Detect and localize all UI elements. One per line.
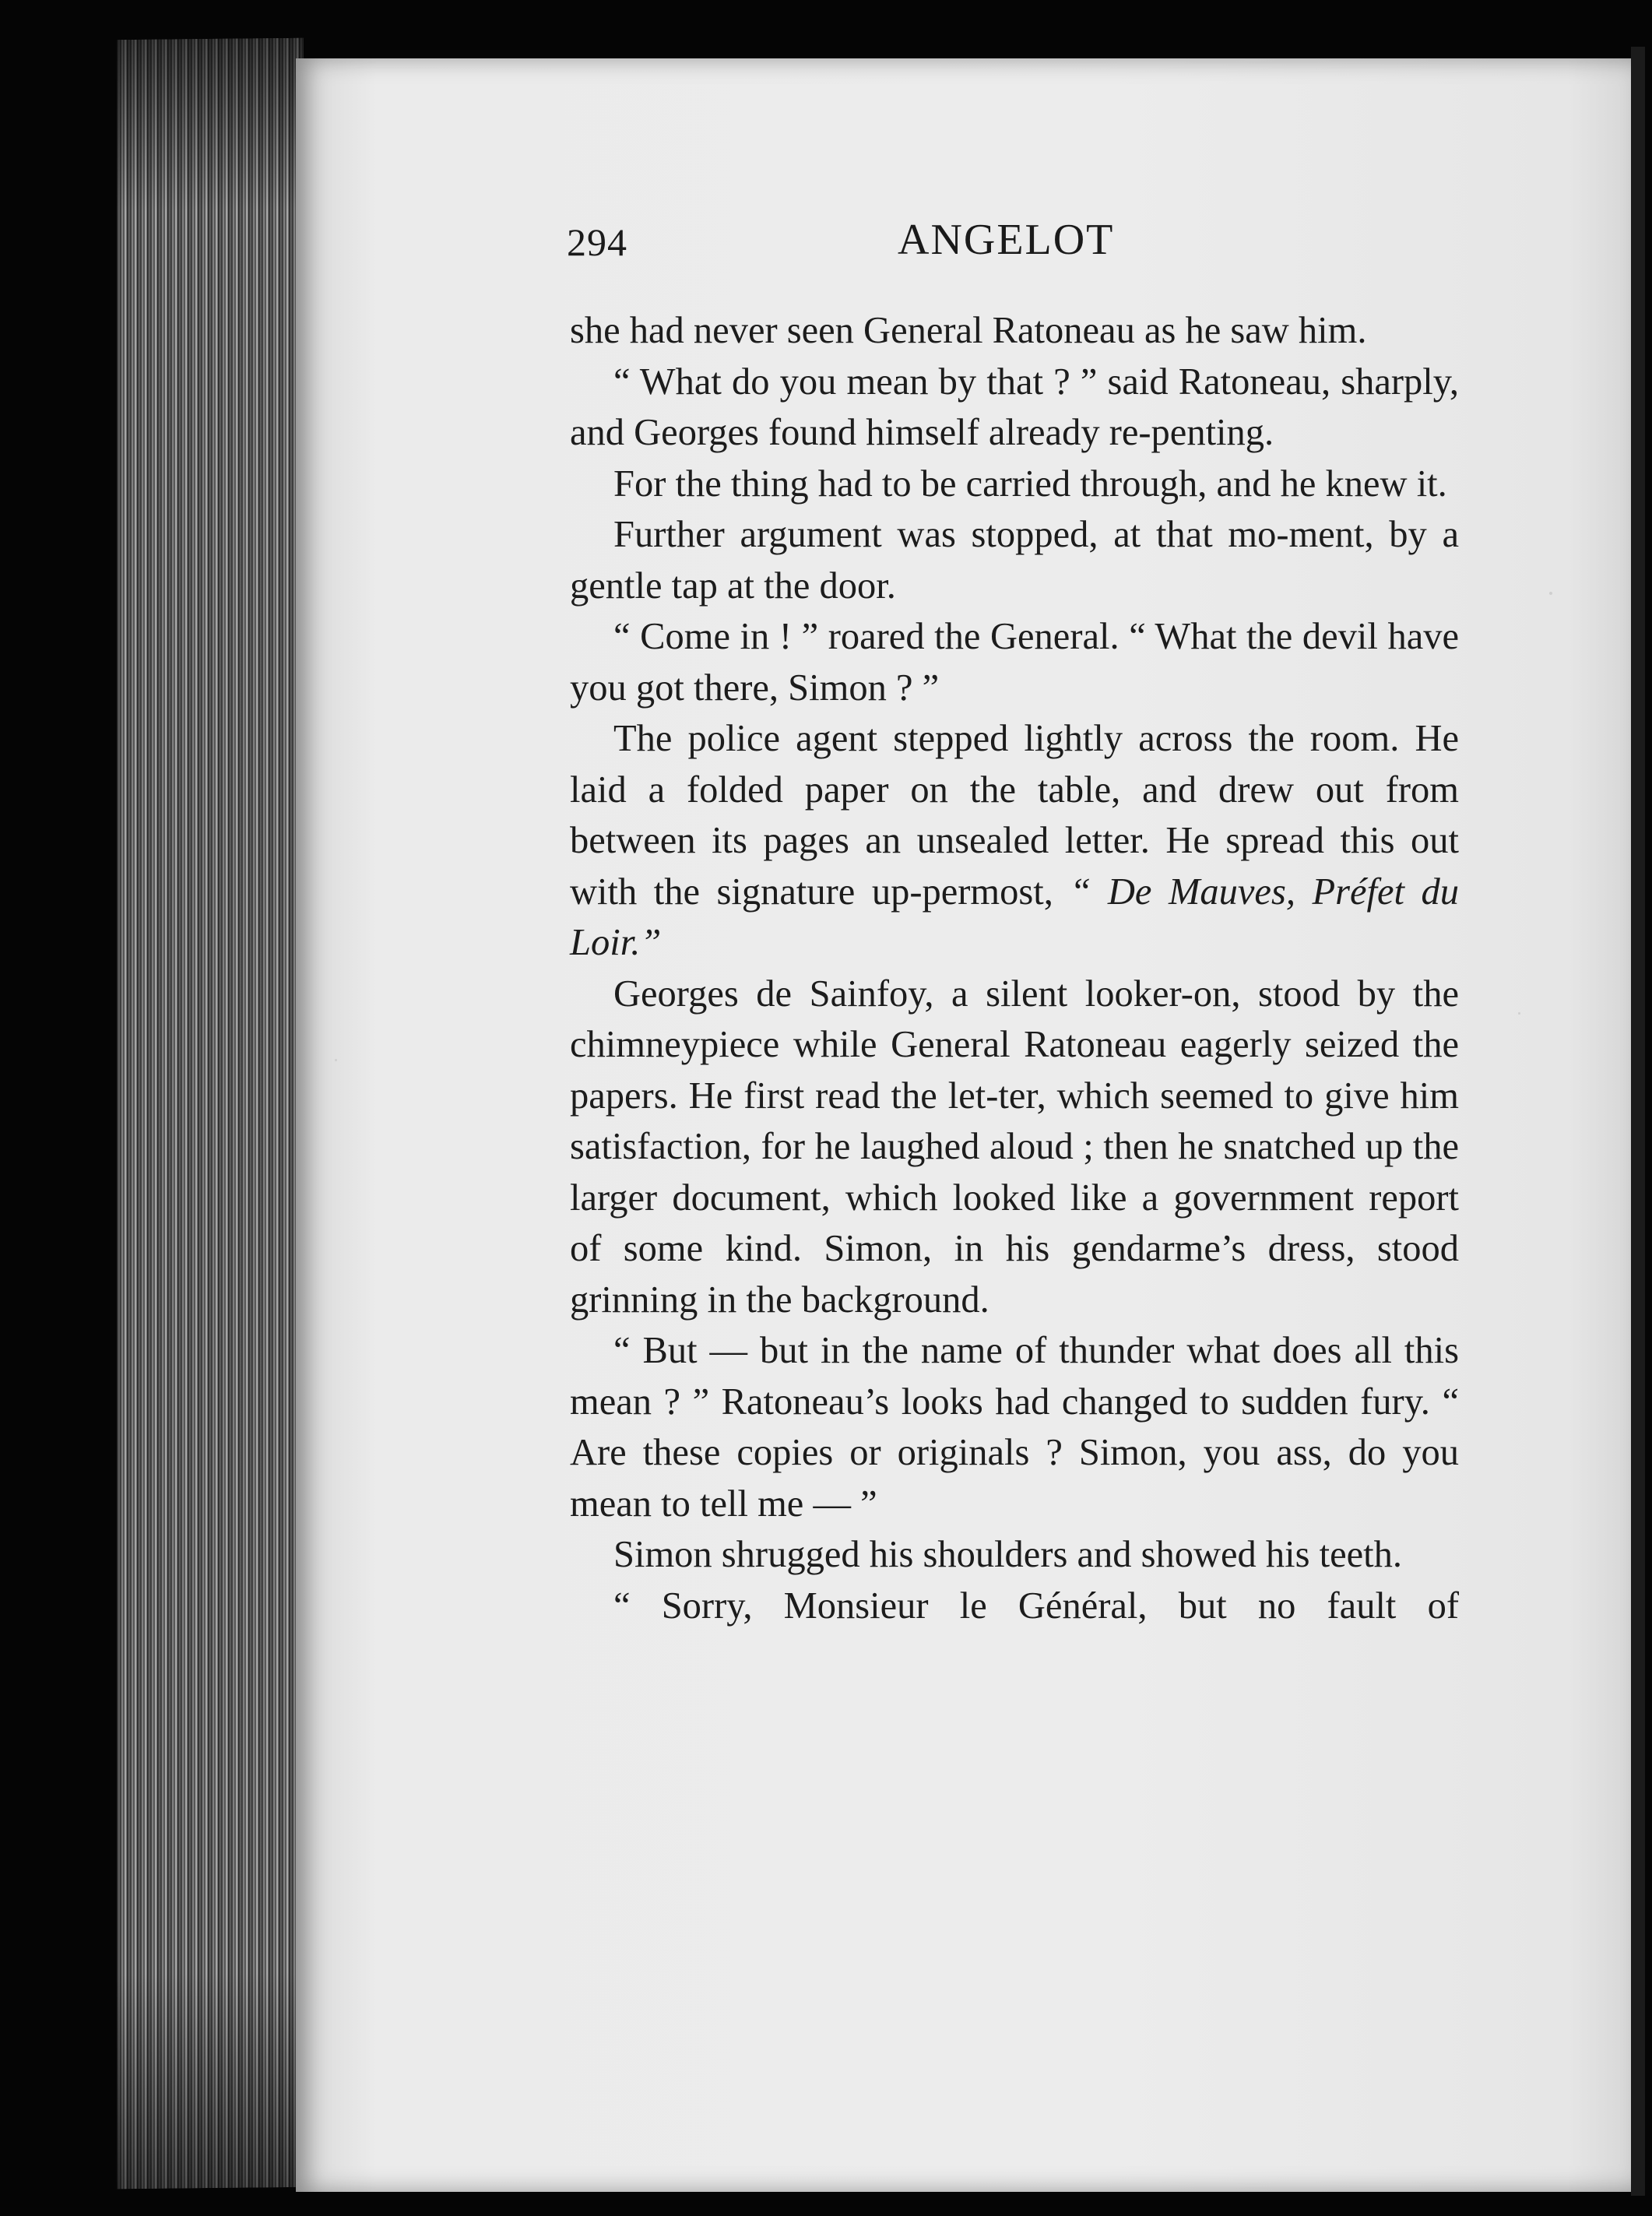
- paragraph: Simon shrugged his shoulders and showed his teeth.: [613, 1534, 1403, 1575]
- paragraph-text: The police agent stepped lightly across the room. He laid a folded paper on the table, and drew out from between its pages an unsealed letter. He spread this out with the signature up-permost,: [570, 718, 1459, 913]
- paragraph: [570, 713, 1459, 969]
- paragraph: “ What do you mean by that ? ” said Ratoneau, sharply, and Georges found himself already re-penting.: [570, 361, 1459, 453]
- paragraph: “ But — but in the name of thunder what does all this mean ? ” Ratoneau’s looks had changed to sudden fury. “ Are these copies or originals ? Simon, you ass, do you mean to tell me — ”: [570, 1330, 1459, 1525]
- book-page-edges: [117, 38, 304, 2190]
- paragraph: she had never seen General Ratoneau as he saw him.: [570, 310, 1367, 351]
- signature-quote: “ De Mauves, Préfet du Loir.”: [570, 871, 1459, 963]
- page-right-shadow: [1631, 47, 1645, 2196]
- paragraph: Further argument was stopped, at that mo-ment, by a gentle tap at the door.: [570, 514, 1459, 607]
- running-title: ANGELOT: [898, 216, 1115, 264]
- paper-speck: [335, 1059, 337, 1061]
- body-text: [570, 305, 1459, 1631]
- paragraph: “ Sorry, Monsieur le Général, but no fault of: [613, 1585, 1459, 1627]
- paragraph: “ Come in ! ” roared the General. “ What the devil have you got there, Simon ? ”: [570, 616, 1459, 709]
- paragraph: Georges de Sainfoy, a silent looker-on, stood by the chimneypiece while General Ratoneau eagerly seized the papers. He first read the let-ter, which seemed to give him satisfaction, for he laughed aloud ; then he snatched up the larger document, which looked like a government report of some kind. Simon, in his gendarme’s dress, stood grinning in the background.: [570, 973, 1459, 1321]
- page-header: [567, 215, 1462, 277]
- paper-speck: [1549, 592, 1552, 595]
- paper-speck: [1518, 1012, 1520, 1015]
- paragraph: For the thing had to be carried through, and he knew it.: [613, 463, 1447, 505]
- page-number: 294: [567, 220, 627, 264]
